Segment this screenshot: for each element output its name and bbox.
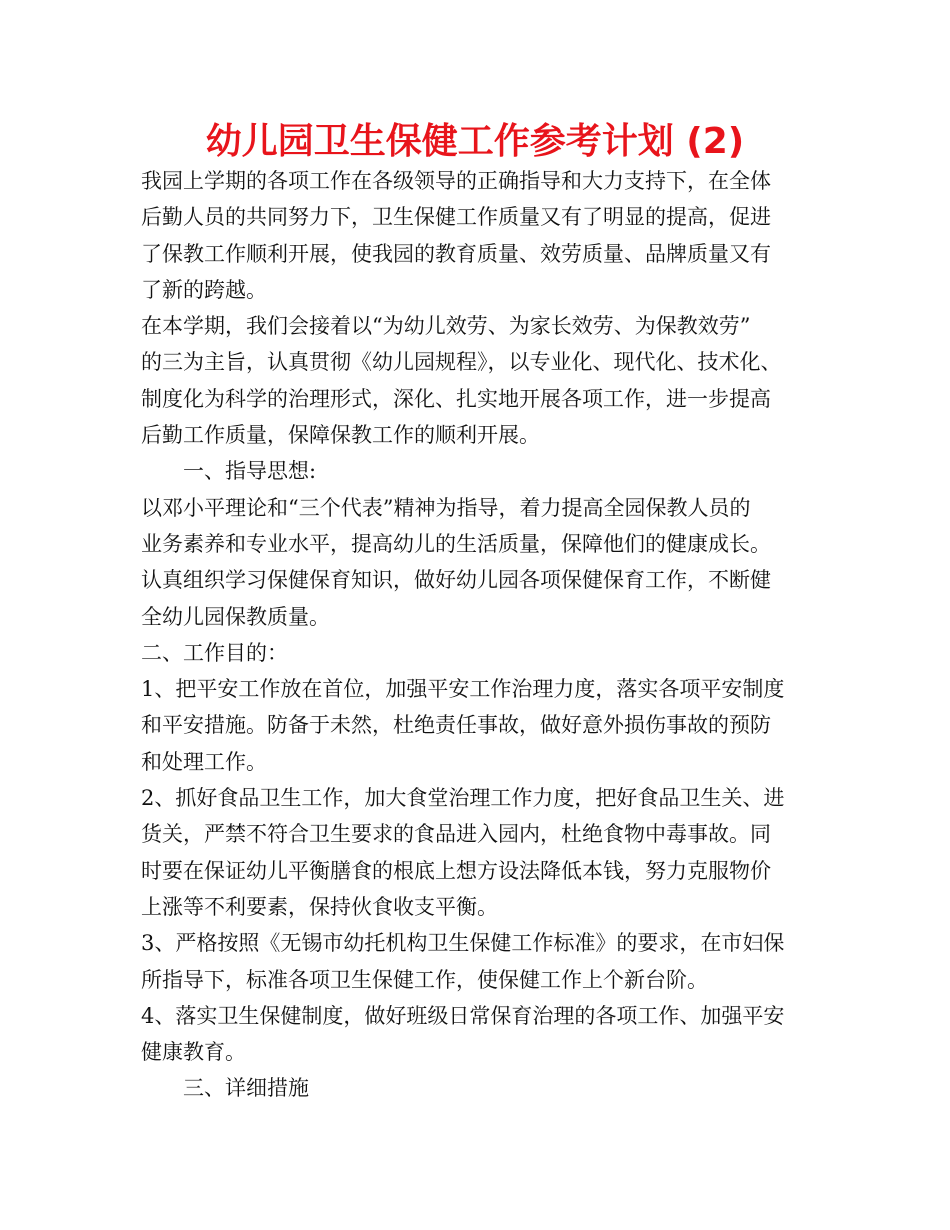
- paragraph-line: 了保教工作顺利开展，使我园的教育质量、效劳质量、品牌质量又有: [141, 241, 771, 266]
- paragraph-line: 的三为主旨，认真贯彻《幼儿园规程》，以专业化、现代化、技术化、: [141, 350, 782, 375]
- paragraph-line: 1、把平安工作放在首位，加强平安工作治理力度，落实各项平安制度: [141, 677, 785, 702]
- paragraph-line: 我园上学期的各项工作在各级领导的正确指导和大力支持下，在全体: [141, 169, 771, 193]
- paragraph-line: 所指导下，标准各项卫生保健工作，使保健工作上个新台阶。: [141, 967, 708, 992]
- paragraph-line: 2、抓好食品卫生工作，加大食堂治理工作力度，把好食品卫生关、进: [141, 786, 785, 811]
- paragraph-line: 上涨等不利要素，保持伙食收支平衡。: [141, 894, 498, 919]
- paragraph-line: 后勤工作质量，保障保教工作的顺利开展。: [141, 423, 540, 448]
- paragraph-line: 和处理工作。: [141, 749, 267, 774]
- section-heading: 一、指导思想:: [183, 459, 317, 484]
- document-body: [141, 163, 831, 1107]
- paragraph-line: 了新的跨越。: [141, 277, 267, 302]
- paragraph-line: 后勤人员的共同努力下，卫生保健工作质量又有了明显的提高，促进: [141, 205, 771, 230]
- paragraph-line: 3、严格按照《无锡市幼托机构卫生保健工作标准》的要求，在市妇保: [141, 931, 785, 956]
- paragraph-line: 货关，严禁不符合卫生要求的食品进入园内，杜绝食物中毒事故。同: [141, 822, 771, 847]
- paragraph-line: 制度化为科学的治理形式，深化、扎实地开展各项工作，进一步提高: [141, 386, 771, 411]
- paragraph-line: 全幼儿园保教质量。: [141, 604, 330, 629]
- paragraph-line: 认真组织学习保健保育知识，做好幼儿园各项保健保育工作，不断健: [141, 568, 771, 593]
- paragraph-line: 4、落实卫生保健制度，做好班级日常保育治理的各项工作、加强平安: [141, 1003, 785, 1028]
- paragraph-line: 健康教育。: [141, 1040, 246, 1065]
- paragraph-line: 在本学期，我们会接着以“为幼儿效劳、为家长效劳、为保教效劳”: [141, 314, 751, 339]
- paragraph-line: 时要在保证幼儿平衡膳食的根底上想方设法降低本钱，努力克服物价: [141, 858, 771, 883]
- page-title: 幼儿园卫生保健工作参考计划 (2): [205, 121, 745, 162]
- paragraph-line: 和平安措施。防备于未然，杜绝责任事故，做好意外损伤事故的预防: [141, 713, 771, 738]
- paragraph-line: 以邓小平理论和“三个代表”精神为指导，着力提高全园保教人员的: [141, 495, 751, 520]
- section-heading: 三、详细措施: [183, 1076, 309, 1101]
- paragraph-line: 业务素养和专业水平，提高幼儿的生活质量，保障他们的健康成长。: [141, 531, 771, 556]
- section-heading: 二、工作目的：: [141, 640, 288, 665]
